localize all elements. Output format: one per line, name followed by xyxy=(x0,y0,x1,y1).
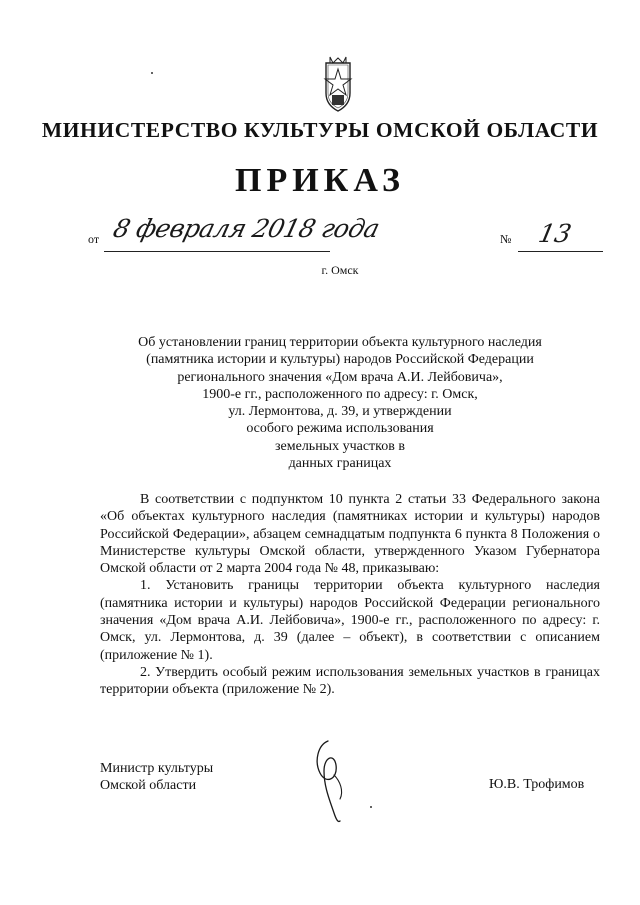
ink-speck xyxy=(151,72,153,74)
number-label: № xyxy=(500,232,512,246)
body-paragraph: 2. Утвердить особый режим использования земельных участков в границах территории объекта (приложение № 2). xyxy=(100,664,600,698)
subject-line: регионального значения «Дом врача А.И. Лейбовича», xyxy=(177,369,503,385)
order-subject xyxy=(100,334,580,472)
document-type-title: ПРИКАЗ xyxy=(235,162,405,199)
ink-speck xyxy=(370,806,372,808)
date-underline xyxy=(104,251,330,252)
body-paragraph: В соответствии с подпунктом 10 пункта 2 статьи 33 Федерального закона «Об объектах культурного наследия (памятниках истории и культуры) народов Российской Федерации», абзацем семнадцатым подпункта 6 пункта 8 Положения о Министерстве культуры Омской области, утвержденного Указом Губернатора Омской области от 2 марта 2004 года № 48, приказываю: xyxy=(100,492,600,577)
coat-of-arms-icon xyxy=(318,55,358,113)
subject-line: земельных участков в xyxy=(275,438,405,454)
handwritten-number: 13 xyxy=(535,219,574,248)
subject-line: ул. Лермонтова, д. 39, и утверждении xyxy=(228,404,452,420)
handwritten-date: 8 февраля 2018 года xyxy=(110,214,383,243)
signatory-title-line: Министр культуры xyxy=(100,761,214,776)
handwritten-signature xyxy=(300,735,360,825)
city-label: г. Омск xyxy=(321,263,359,277)
ministry-name: МИНИСТЕРСТВО КУЛЬТУРЫ ОМСКОЙ ОБЛАСТИ xyxy=(41,118,599,142)
order-body xyxy=(100,491,600,699)
subject-line: особого режима использования xyxy=(246,421,434,437)
body-paragraph: 1. Установить границы территории объекта культурного наследия (памятника истории и культуры) народов Российской Федерации регионального значения «Дом врача А.И. Лейбовича», 1900-е гг., расположенного по адресу: г. Омск, ул. Лермонтова, д. 39 (далее – объект), в соответствии с описанием (приложение № 1). xyxy=(100,578,600,663)
signatory-title xyxy=(100,760,213,795)
subject-line: 1900-е гг., расположенного по адресу: г. Омск, xyxy=(202,386,478,402)
subject-line: данных границах xyxy=(288,456,392,472)
signatory-name: Ю.В. Трофимов xyxy=(489,777,585,792)
date-prefix-label: от xyxy=(88,232,100,246)
subject-line: (памятника истории и культуры) народов Российской Федерации xyxy=(146,352,534,368)
number-underline xyxy=(518,251,603,252)
subject-line: Об установлении границ территории объекта культурного наследия xyxy=(138,335,542,350)
signatory-title-line: Омской области xyxy=(100,778,197,794)
